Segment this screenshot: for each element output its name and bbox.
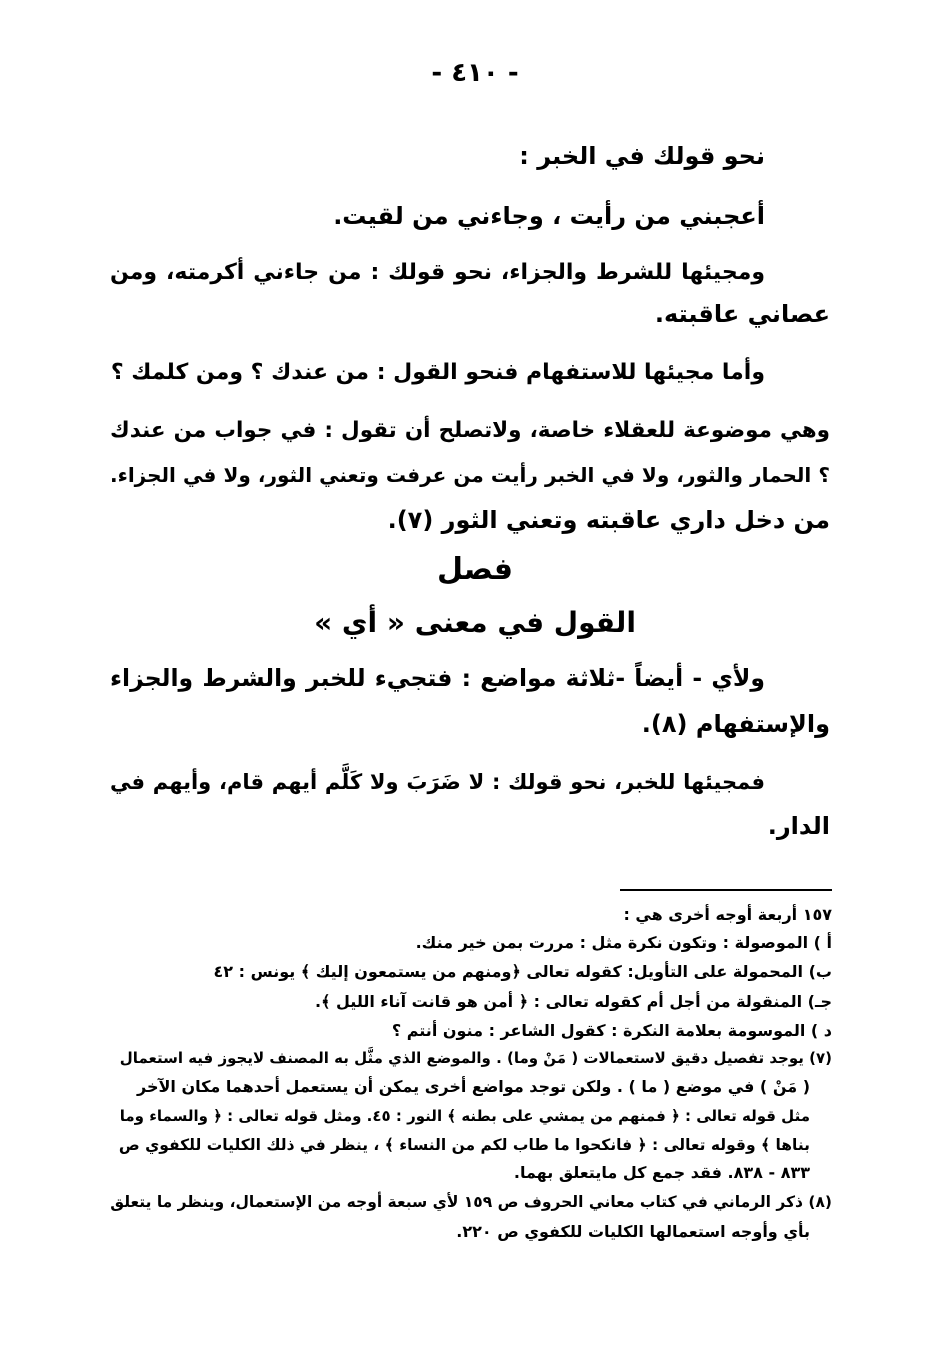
body-line: الدار. — [767, 812, 830, 840]
section-title: القول في معنى « أي » — [314, 606, 636, 639]
footnote-line: (٨) ذكر الرماني في كتاب معاني الحروف ص ١٥٩ لأي سبعة أوجه من الإستعمال، وينظر ما يتعلق — [110, 1193, 832, 1211]
page-number: - ٤١٠ - — [431, 58, 519, 88]
body-line: عصاني عاقبته. — [654, 300, 830, 328]
footnote-line: مثل قوله تعالى : ﴿ فمنهم من يمشي على بطنه ﴾ النور : ٤٥. ومثل قوله تعالى : ﴿ والسماء وما — [119, 1107, 810, 1125]
body-line: فمجيئها للخبر، نحو قولك : لا ضَرَبَ ولا كَلَّم أيهم قام، وأيهم في — [110, 770, 765, 794]
footnote-line: بأي وأوجه استعمالها الكليات للكفوي ص ٢٢٠. — [456, 1222, 810, 1241]
footnote-line: جـ) المنقولة من أجل أم كقوله تعالى : ﴿ أمن هو قانت آناء الليل ﴾. — [314, 992, 832, 1011]
body-line: أعجبني من رأيت ، وجاءني من لقيت. — [333, 202, 765, 230]
body-line: ؟ الحمار والثور، ولا في الخبر رأيت من عرفت وتعني الثور، ولا في الجزاء. — [110, 463, 830, 487]
footnote-line: (٧) يوجد تفصيل دقيق لاستعمالات ( مَنْ وما) . والموضع الذي مثَّل به المصنف لايجوز فيه استعمال — [119, 1049, 832, 1067]
footnote-line: بناها ﴾ وقوله تعالى : ﴿ فانكحوا ما طاب لكم من النساء ﴾ ، ينظر في ذلك الكليات للكفوي ص — [118, 1136, 810, 1154]
footnote-separator — [620, 889, 832, 891]
footnote-line: ١٥٧ أربعة أوجه أخرى هي : — [623, 905, 832, 924]
body-line: ولأي - أيضاً -ثلاثة مواضع : فتجيء للخبر والشرط والجزاء — [110, 664, 765, 692]
footnote-line: ٨٣٣ - ٨٣٨. فقد جمع كل مايتعلق بهما. — [513, 1163, 810, 1182]
body-line: ومجيئها للشرط والجزاء، نحو قولك : من جاءني أكرمته، ومن — [110, 260, 765, 285]
section-heading: فصل — [437, 552, 513, 587]
footnote-line: ( مَنْ ) في موضع ( ما ) . ولكن توجد مواضع أخرى يمكن أن يستعمل أحدهما مكان الآخر — [137, 1077, 810, 1096]
body-line: من دخل داري عاقبته وتعني الثور (٧). — [387, 506, 830, 534]
body-line: نحو قولك في الخبر : — [519, 142, 765, 170]
body-line: وهي موضوعة للعقلاء خاصة، ولاتصلح أن تقول : في جواب من عندك — [110, 418, 830, 443]
footnote-line: ب) المحمولة على التأويل: كقوله تعالى ﴿ومنهم من يستمعون إليك ﴾ يونس : ٤٢ — [213, 962, 832, 981]
footnote-line: د ) الموسومة بعلامة النكرة : كقول الشاعر : منون أنتم ؟ — [391, 1021, 832, 1040]
footnote-line: أ ) الموصولة : وتكون نكرة مثل : مررت بمن خير منك. — [415, 933, 832, 952]
body-line: والإستفهام (٨). — [641, 710, 830, 738]
body-line: وأما مجيئها للاستفهام فنحو القول : من عندك ؟ ومن كلمك ؟ — [110, 360, 765, 385]
